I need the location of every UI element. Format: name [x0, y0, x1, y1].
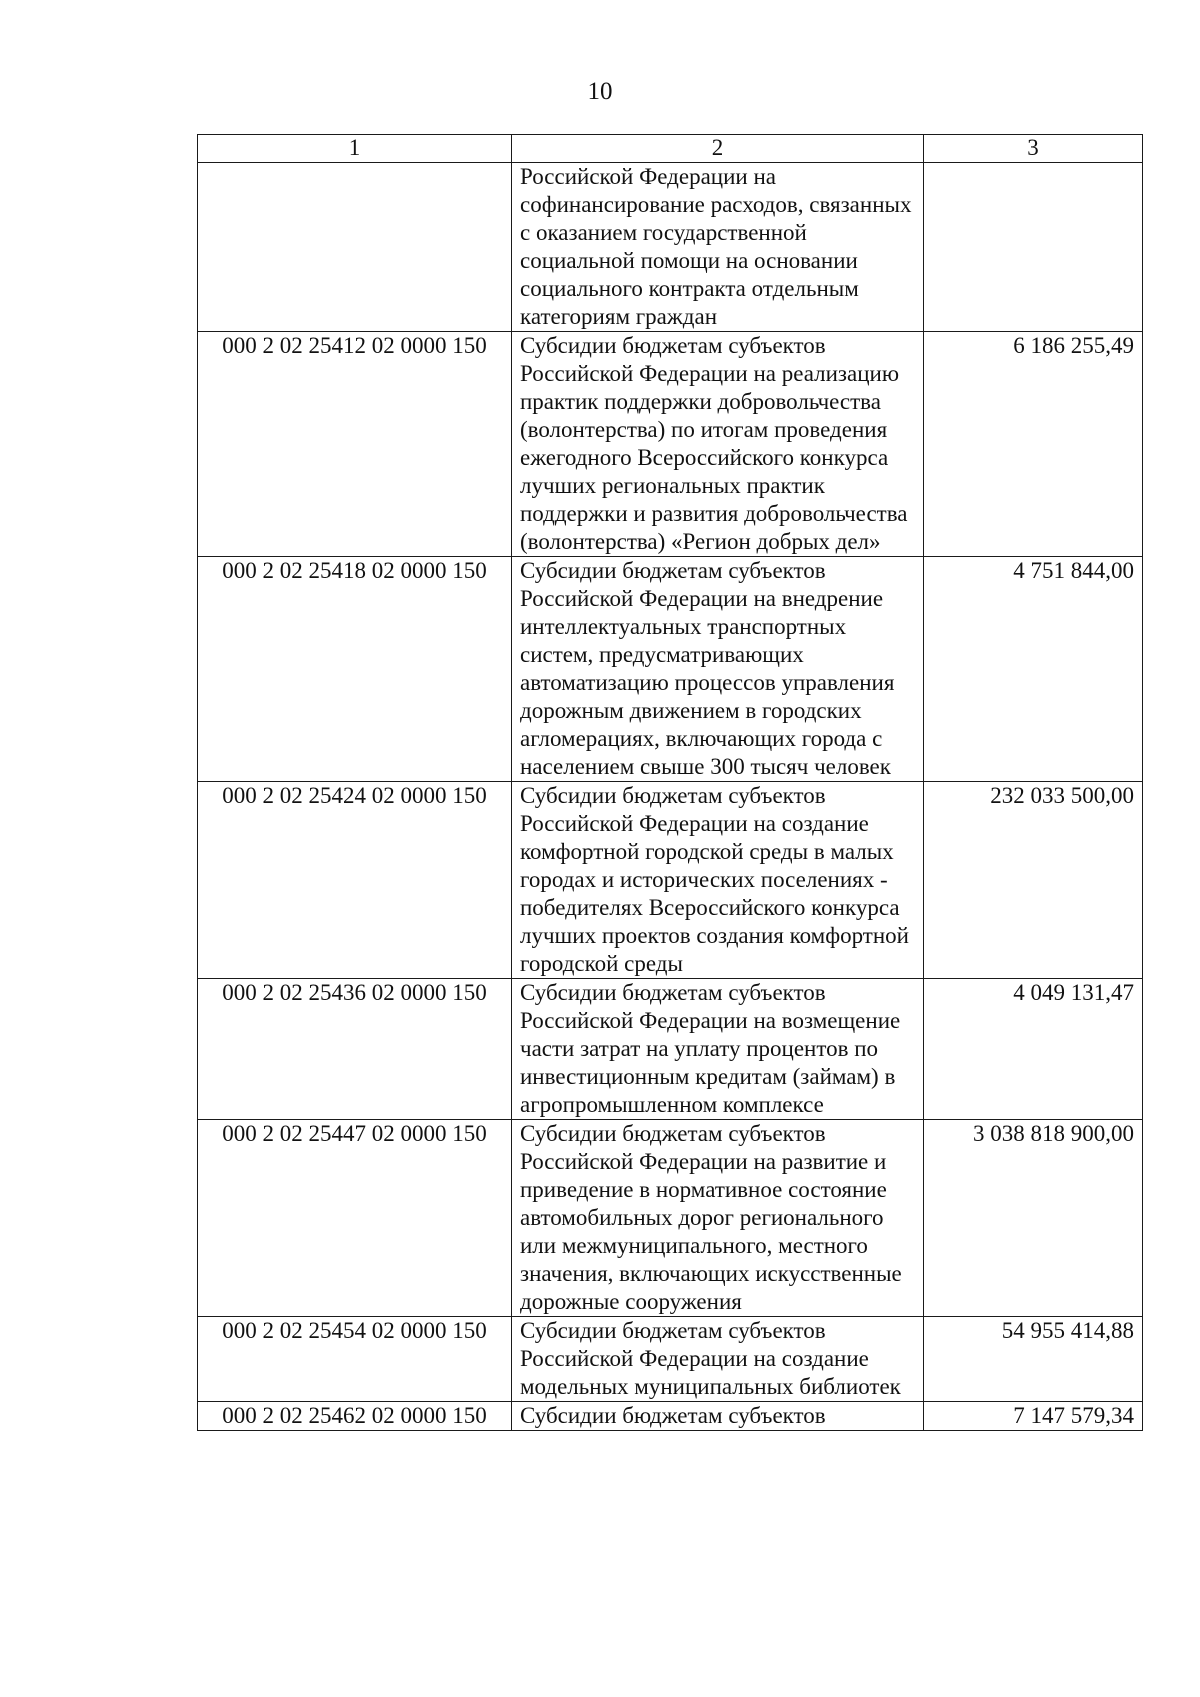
code-cell: [198, 163, 512, 332]
name-cell: Российской Федерации на софинансирование расходов, связанных с оказанием государственной социальной помощи на основании социального контракта отдельным категориям граждан: [512, 163, 924, 332]
column-header-name: 2: [512, 135, 924, 163]
amount-cell: 7 147 579,34: [924, 1402, 1143, 1431]
table-row: [198, 163, 1143, 332]
name-cell: Субсидии бюджетам субъектов Российской Федерации на развитие и приведение в нормативное состояние автомобильных дорог регионального или межмуниципального, местного значения, включающих искусственные дорожные сооружения: [512, 1120, 924, 1317]
code-cell: 000 2 02 25462 02 0000 150: [198, 1402, 512, 1431]
code-cell: 000 2 02 25436 02 0000 150: [198, 979, 512, 1120]
name-cell: Субсидии бюджетам субъектов Российской Федерации на внедрение интеллектуальных транспортных систем, предусматривающих автоматизацию процессов управления дорожным движением в городских агломерациях, включающих города с населением свыше 300 тысяч человек: [512, 557, 924, 782]
table-row: [198, 332, 1143, 557]
name-cell: Субсидии бюджетам субъектов Российской Федерации на возмещение части затрат на уплату процентов по инвестиционным кредитам (займам) в агропромышленном комплексе: [512, 979, 924, 1120]
code-cell: 000 2 02 25424 02 0000 150: [198, 782, 512, 979]
table-row: [198, 979, 1143, 1120]
column-header-amount: 3: [924, 135, 1143, 163]
code-cell: 000 2 02 25412 02 0000 150: [198, 332, 512, 557]
amount-cell: 232 033 500,00: [924, 782, 1143, 979]
amount-cell: 4 751 844,00: [924, 557, 1143, 782]
table-row: [198, 557, 1143, 782]
amount-cell: 3 038 818 900,00: [924, 1120, 1143, 1317]
table-header-row: [198, 135, 1143, 163]
code-cell: 000 2 02 25447 02 0000 150: [198, 1120, 512, 1317]
code-cell: 000 2 02 25454 02 0000 150: [198, 1317, 512, 1402]
name-cell: Субсидии бюджетам субъектов Российской Федерации на создание комфортной городской среды в малых городах и исторических поселениях - победителях Всероссийского конкурса лучших проектов создания комфортной городской среды: [512, 782, 924, 979]
amount-cell: 6 186 255,49: [924, 332, 1143, 557]
amount-cell: 4 049 131,47: [924, 979, 1143, 1120]
amount-cell: [924, 163, 1143, 332]
page-number: 10: [587, 78, 613, 105]
table-row: [198, 782, 1143, 979]
table-row: [198, 1402, 1143, 1431]
table-row: [198, 1120, 1143, 1317]
column-header-code: 1: [198, 135, 512, 163]
amount-cell: 54 955 414,88: [924, 1317, 1143, 1402]
name-cell: Субсидии бюджетам субъектов: [512, 1402, 924, 1431]
code-cell: 000 2 02 25418 02 0000 150: [198, 557, 512, 782]
name-cell: Субсидии бюджетам субъектов Российской Федерации на реализацию практик поддержки добровольчества (волонтерства) по итогам проведения ежегодного Всероссийского конкурса лучших региональных практик поддержки и развития добровольчества (волонтерства) «Регион добрых дел»: [512, 332, 924, 557]
table-row: [198, 1317, 1143, 1402]
name-cell: Субсидии бюджетам субъектов Российской Федерации на создание модельных муниципальных библиотек: [512, 1317, 924, 1402]
budget-table: [197, 134, 1143, 1431]
